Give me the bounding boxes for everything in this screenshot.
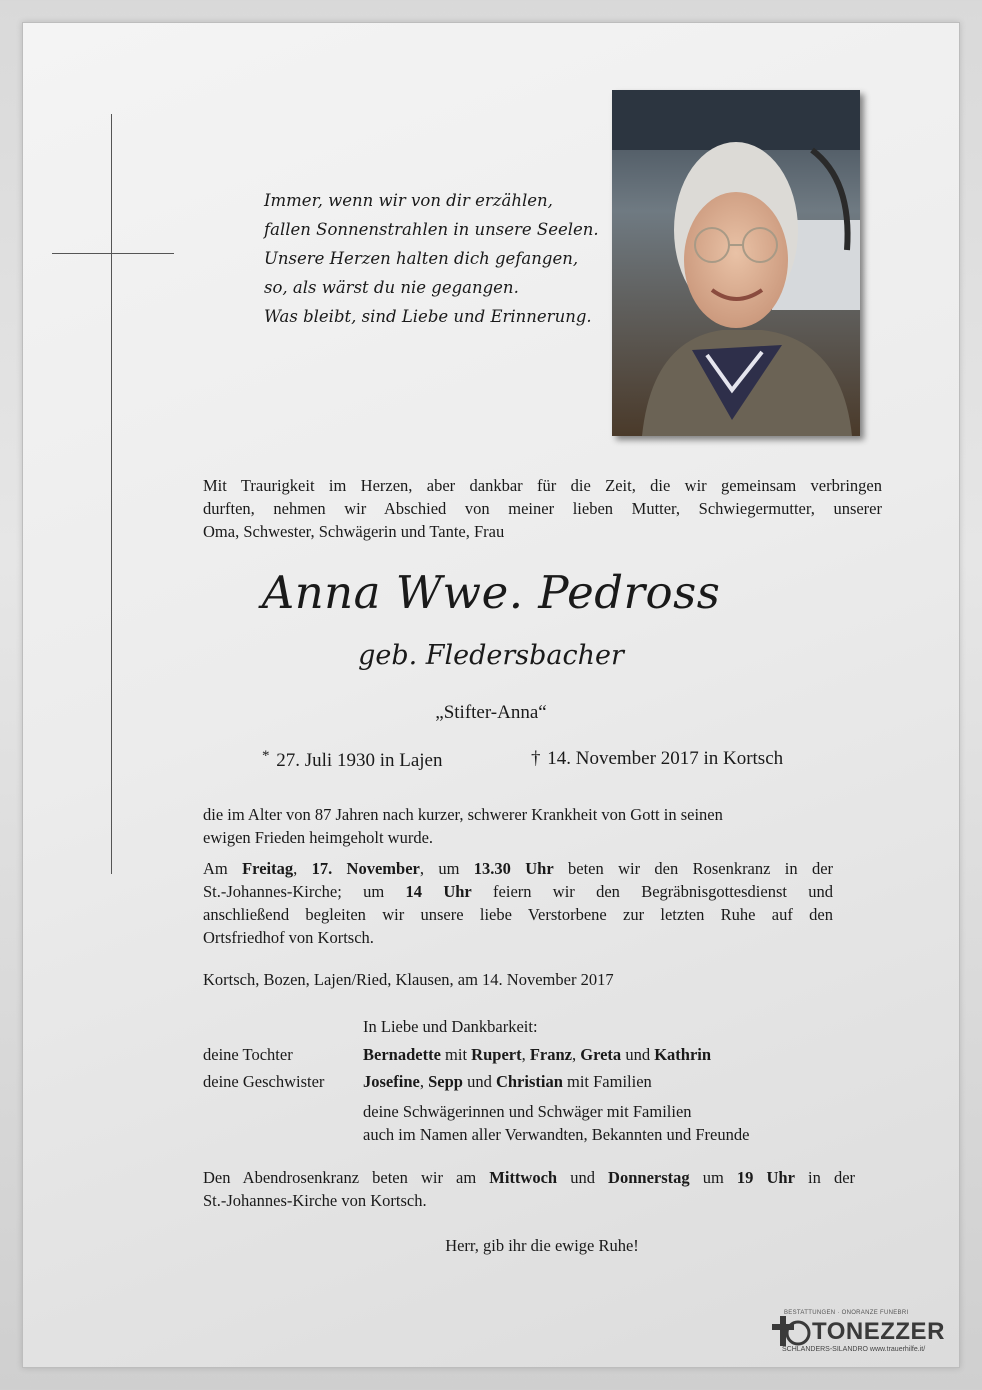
portrait-photo xyxy=(612,90,860,436)
rosary-line: St.-Johannes-Kirche von Kortsch. xyxy=(203,1191,427,1210)
intro-line: Oma, Schwester, Schwägerin und Tante, Frau xyxy=(203,522,505,541)
passing-paragraph xyxy=(203,803,833,849)
text-fragment: , xyxy=(419,1072,424,1091)
mourner-row-relatives xyxy=(203,1123,843,1146)
intro-line: Mit Traurigkeit im Herzen, aber dankbar für die Zeit, die wir gemeinsam verbringen xyxy=(203,476,882,495)
mourner-name: Christian xyxy=(495,1072,563,1091)
funeral-line xyxy=(203,880,833,903)
text-fragment: , xyxy=(521,1044,526,1064)
cross-horizontal-bar xyxy=(52,253,174,254)
poem-line: Immer, wenn wir von dir erzählen, xyxy=(264,191,553,210)
text-fragment: und xyxy=(570,1168,595,1187)
text-fragment: feiern wir den Begräbnisgottesdienst und xyxy=(493,882,833,901)
rosary-time: 13.30 Uhr xyxy=(473,859,554,878)
rosary-day: Donnerstag xyxy=(608,1168,690,1187)
text-fragment: in der xyxy=(808,1168,856,1187)
text-fragment: mit Familien xyxy=(567,1072,652,1091)
mourner-name: Sepp xyxy=(428,1072,463,1091)
mourner-in-laws: deine Schwägerinnen und Schwäger mit Familien xyxy=(363,1101,692,1121)
funeral-line: anschließend begleiten wir unsere liebe Verstorbene zur letzten Ruhe auf den xyxy=(203,905,833,924)
cross-logo-icon xyxy=(772,1316,812,1346)
poem-line: fallen Sonnenstrahlen in unsere Seelen. xyxy=(264,220,599,239)
maiden-name: geb. Fledersbacher xyxy=(358,640,624,671)
death-date: 14. November 2017 in Kortsch xyxy=(547,748,784,769)
logo-brand: TONEZZER xyxy=(812,1318,945,1345)
mourner-names xyxy=(363,1041,711,1069)
cross-symbol: † xyxy=(531,748,541,769)
deceased-name: Anna Wwe. Pedross xyxy=(261,566,721,619)
cross-vertical-bar xyxy=(111,114,112,874)
mourner-row-siblings xyxy=(203,1068,843,1096)
poem-line: Was bleibt, sind Liebe und Erinnerung. xyxy=(264,307,592,326)
birth-info xyxy=(262,748,442,772)
text-fragment: um xyxy=(702,1168,724,1187)
mourner-names xyxy=(363,1068,652,1096)
text-fragment: Den Abendrosenkranz beten wir am xyxy=(203,1168,477,1187)
poem-line: so, als wärst du nie gegangen. xyxy=(264,278,519,297)
birth-symbol: * xyxy=(262,748,270,764)
closing-prayer: Herr, gib ihr die ewige Ruhe! xyxy=(445,1236,639,1255)
logo-tagline: BESTATTUNGEN · ONORANZE FUNEBRI xyxy=(784,1310,909,1316)
mourner-name: Rupert xyxy=(471,1044,522,1064)
nickname: „Stifter-Anna“ xyxy=(435,702,547,723)
mourner-role: deine Tochter xyxy=(203,1044,293,1064)
funeral-day: Freitag xyxy=(242,859,294,878)
mourner-name: Bernadette xyxy=(363,1044,441,1064)
mourners-list xyxy=(203,1013,843,1146)
text-fragment: beten wir den Rosenkranz in der xyxy=(568,859,834,878)
funeral-line: Ortsfriedhof von Kortsch. xyxy=(203,928,374,947)
text-fragment: Am xyxy=(203,859,228,878)
rosary-time: 19 Uhr xyxy=(736,1168,795,1187)
mourner-row-in-laws xyxy=(203,1100,843,1123)
funeral-date: 17. November xyxy=(311,859,420,878)
text-fragment: und xyxy=(625,1044,651,1064)
mourners-heading: In Liebe und Dankbarkeit: xyxy=(363,1017,538,1036)
intro-paragraph xyxy=(203,474,882,543)
funeral-home-logo xyxy=(772,1308,945,1360)
portrait-illustration xyxy=(612,90,860,436)
rosary-line xyxy=(203,1166,855,1189)
death-info xyxy=(531,748,783,770)
birth-date: 27. Juli 1930 in Lajen xyxy=(276,750,443,771)
mourner-row-daughter xyxy=(203,1041,843,1069)
memorial-poem xyxy=(264,186,599,331)
mourner-name: Greta xyxy=(580,1044,622,1064)
place-and-date: Kortsch, Bozen, Lajen/Ried, Klausen, am 14. November 2017 xyxy=(203,970,614,989)
mourner-name: Kathrin xyxy=(654,1044,712,1064)
evening-rosary-paragraph xyxy=(203,1166,855,1212)
mourners-heading-row xyxy=(203,1013,843,1041)
intro-line: durften, nehmen wir Abschied von meiner lieben Mutter, Schwiegermutter, unserer xyxy=(203,499,882,518)
mourner-name: Josefine xyxy=(363,1072,420,1091)
logo-location: SCHLANDERS-SILANDRO www.trauerhilfe.it/ xyxy=(782,1346,926,1353)
poem-line: Unsere Herzen halten dich gefangen, xyxy=(264,249,579,268)
mourner-relatives: auch im Namen aller Verwandten, Bekannten und Freunde xyxy=(363,1124,750,1144)
passing-line: ewigen Frieden heimgeholt wurde. xyxy=(203,828,434,847)
text-fragment: und xyxy=(467,1072,492,1091)
text-fragment: , xyxy=(293,859,298,878)
mourner-role: deine Geschwister xyxy=(203,1072,325,1091)
rosary-day: Mittwoch xyxy=(489,1168,558,1187)
passing-line: die im Alter von 87 Jahren nach kurzer, schwerer Krankheit von Gott in seinen xyxy=(203,805,723,824)
funeral-line xyxy=(203,857,833,880)
text-fragment: , um xyxy=(419,859,460,878)
text-fragment: , xyxy=(572,1044,577,1064)
funeral-paragraph xyxy=(203,857,833,949)
mourner-name: Franz xyxy=(529,1044,572,1064)
text-fragment: mit xyxy=(445,1044,468,1064)
text-fragment: St.-Johannes-Kirche; um xyxy=(203,882,385,901)
service-time: 14 Uhr xyxy=(405,882,472,901)
